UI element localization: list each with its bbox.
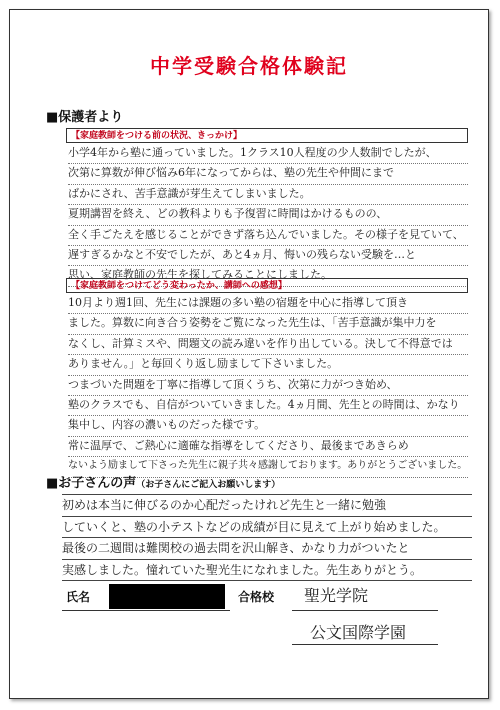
text-line: 遅すぎるかなと不安でしたが、あと4ヵ月、悔いの残らない受験を…と	[68, 246, 468, 266]
page-title: 中学受験合格体験記	[150, 54, 348, 78]
text-line: 初めは本当に伸びるのか心配だったけれど先生と一緒に勉強	[62, 494, 472, 517]
text-line: 小学4年から塾に通っていました。1クラス10人程度の少人数制でしたが、	[68, 144, 468, 164]
text-line: ないよう励まして下さった先生に親子共々感謝しております。ありがとうございました。	[68, 457, 468, 477]
text-line: 10月より週1回、先生には課題の多い塾の宿題を中心に指導して頂き	[68, 294, 468, 314]
text-line: していくと、塾の小テストなどの成績が目に見えて上がり始めました。	[62, 517, 472, 539]
text-line: 思い、家庭教師の先生を探してみることにしました。	[68, 266, 468, 286]
text-line: 塾のクラスでも、自信がついていきました。4ヵ月間、先生との時間は、かなり	[68, 396, 468, 416]
school-underline-1	[292, 610, 438, 611]
parent-section-heading: ■保護者より	[46, 110, 124, 125]
school-label: 合格校	[238, 590, 275, 604]
after-text-lines	[68, 294, 468, 478]
text-line: 次第に算数が伸び悩み6年になってからは、塾の先生や仲間にまで	[68, 164, 468, 184]
testimonial-sheet	[9, 9, 489, 699]
child-section-note: （お子さんにご記入お願いします）	[136, 480, 281, 490]
text-line: ありません。」と毎回くり返し励まして下さいました。	[68, 355, 468, 375]
text-line: 集中し、内容の濃いものだった様です。	[68, 416, 468, 436]
school-underline-2	[292, 644, 438, 645]
before-label: 【家庭教師をつける前の状況、きっかけ】	[66, 128, 468, 143]
name-redaction	[109, 584, 225, 609]
text-line: 最後の二週間は難関校の過去問を沢山解き、かなり力がついたと	[62, 538, 472, 560]
text-line: つまづいた問題を丁寧に指導して頂くうち、次第に力がつき始め、	[68, 376, 468, 396]
after-label: 【家庭教師をつけてどう変わったか、講師への感想】	[66, 278, 468, 293]
text-line: ました。算数に向き合う姿勢をご覧になった先生は、「苦手意識が集中力を	[68, 314, 468, 334]
school-name-1: 聖光学院	[304, 586, 369, 605]
text-line: 実感しました。憧れていた聖光生になれました。先生ありがとう。	[62, 560, 472, 582]
text-line: 全く手ごたえを感じることができず落ち込んでいました。その様子を見ていて、	[68, 226, 468, 246]
school-name-2: 公文国際学園	[310, 623, 407, 642]
child-text-lines	[62, 494, 472, 581]
name-label: 氏名	[66, 590, 91, 604]
name-underline	[62, 610, 230, 611]
text-line: なくし、計算ミスや、問題文の読み違いを作り出している。決して不得意では	[68, 335, 468, 355]
child-section-heading: ■お子さんの声（お子さんにご記入お願いします）	[46, 476, 281, 491]
text-line: 夏期講習を終え、どの教科よりも予復習に時間はかけるものの、	[68, 205, 468, 225]
text-line: 常に温厚で、ご熱心に適確な指導をしてくださり、最後まであきらめ	[68, 437, 468, 457]
text-line: ばかにされ、苦手意識が芽生えてしまいました。	[68, 185, 468, 205]
before-text-lines	[68, 144, 468, 287]
